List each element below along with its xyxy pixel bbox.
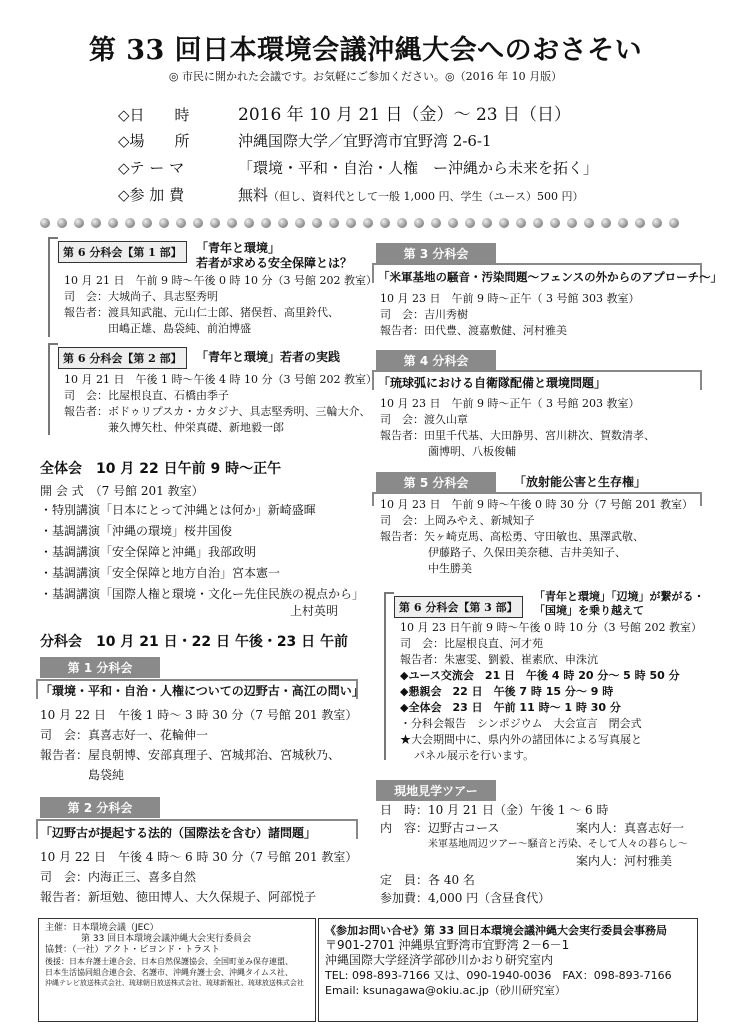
contact-phone[interactable]: TEL: 098-893-7166 又は、090-1940-0036 FAX：098-893-7166	[325, 969, 672, 982]
s1-reporters: 報告者：屋良朝博、安部真理子、宮城邦治、宮城秋乃、	[40, 748, 341, 762]
divider-dot	[295, 218, 305, 228]
s6b-reporters: 報告者：ボドゥリプスカ・カタジナ、具志堅秀明、三輪大介、	[64, 405, 371, 418]
divider-dot	[669, 218, 679, 228]
s4-reporters: 報告者：田里千代基、大田静男、宮川耕次、賀数清孝、	[380, 429, 655, 442]
info-theme	[118, 157, 598, 178]
committee: 第 33 回日本環境会議沖縄大会実行委員会	[81, 934, 252, 944]
venue-value: 沖縄国際大学／宜野湾市宜野湾 2-6-1	[238, 132, 492, 150]
contact-address: 〒901-2701 沖縄県宜野湾市宜野湾 2－6－1	[325, 938, 570, 952]
s5-time: 10 月 23 日 午前 9 時～午後 0 時 30 分（7 号館 201 教室）	[380, 498, 693, 511]
divider-dot	[125, 218, 135, 228]
divider-dot	[482, 218, 492, 228]
divider-dot	[414, 218, 424, 228]
s5-bar: 第 5 分科会	[376, 472, 496, 493]
plenary-item: ・基調講演「国際人権と環境・文化ー先住民族の視点から」	[40, 587, 365, 601]
s1-topic: 「環境・平和・自治・人権についての辺野古・高江の問い」	[40, 684, 364, 698]
s6c-reporters: 報告者：朱憲雯、劉毅、崔素欣、申洙沆	[400, 653, 598, 666]
bracket	[48, 237, 58, 337]
supporters-cont2: 沖縄テレビ放送株式会社、琉球朝日放送株式会社、琉球新報社、琉球放送株式会社	[45, 979, 304, 987]
plenary-heading: 全体会 10 月 22 日午前 9 時～正午	[40, 461, 282, 477]
s2-chair: 司 会：内海正三、喜多自然	[40, 870, 197, 884]
date-label: ◇日 時	[118, 106, 190, 124]
fee-note: （但し、資料代として一般 1,000 円、学生（ユース）500 円）	[268, 190, 584, 203]
plenary-item: ・特別講演「日本にとって沖縄とは何か」新崎盛暉	[40, 503, 316, 517]
contact-email[interactable]: Email: ksunagawa@okiu.ac.jp（砂川研究室）	[325, 984, 566, 997]
s6a-label: 第 6 分科会【第 1 部】	[58, 241, 187, 263]
s6c-chair: 司 会：比屋根良直、河才苑	[400, 637, 543, 650]
s2-time: 10 月 22 日 午後 4 時～ 6 時 30 分（7 号館 201 教室）	[40, 850, 358, 864]
divider-dot	[74, 218, 84, 228]
exhibition-note: ★大会期間中に、県内外の諸団体による写真展と	[400, 733, 642, 746]
divider-dot	[108, 218, 118, 228]
plenary-item: ・基調講演「安全保障と地方自治」宮本憲一	[40, 566, 281, 580]
theme-label: ◇テ ー マ	[118, 159, 185, 177]
s6a-reporters-cont: 田嶋正雄、島袋純、前泊博盛	[108, 322, 251, 335]
tour-route: 米軍基地周辺ツアー～騒音と汚染、そして人々の暮らし～	[428, 839, 688, 850]
s1-chair: 司 会：真喜志好一、花輪伸一	[40, 728, 209, 742]
s4-topic: 「琉球弧における自衛隊配備と環境問題」	[378, 376, 607, 390]
theme-value: 「環境・平和・自治・人権 ー沖縄から未来を拓く」	[238, 159, 599, 177]
organizer-box	[38, 918, 316, 1022]
bracket	[384, 592, 394, 760]
supporters: 後援：日本弁護士連合会、日本自然保護協会、全国町並み保存連盟、	[45, 957, 293, 966]
tour-bar: 現地見学ツアー	[376, 780, 496, 801]
divider-dot	[159, 218, 169, 228]
fee-value: 無料	[238, 186, 269, 204]
divider-dot	[431, 218, 441, 228]
supporters-cont: 日本生活協同組合連合会、名護市、沖縄弁護士会、沖縄タイムス社、	[45, 968, 293, 977]
s6c-label: 第 6 分科会【第 3 部】	[394, 596, 523, 618]
s4-chair: 司 会：渡久山章	[380, 413, 468, 426]
social-party: ◆懇親会 22 日 午後 7 時 15 分～ 9 時	[400, 685, 614, 698]
s3-topic: 「米軍基地の騒音・汚染問題～フェンスの外からのアプローチ～」	[378, 270, 723, 284]
s2-topic: 「辺野古が提起する法的（国際法を含む）諸問題」	[40, 826, 317, 840]
divider-dot	[346, 218, 356, 228]
date-value: 2016 年 10 月 21 日（金）～ 23 日（日）	[238, 105, 571, 125]
divider-dot	[278, 218, 288, 228]
divider-dot	[210, 218, 220, 228]
divider-dot	[176, 218, 186, 228]
venue-label: ◇場 所	[118, 132, 190, 150]
tour-guide-2: 案内人：河村雅美	[576, 854, 673, 868]
contact-box	[318, 918, 698, 1022]
opening-ceremony: 開 会 式 （7 号館 201 教室）	[40, 484, 204, 498]
divider-dot	[533, 218, 543, 228]
plenary-item: ・基調講演「安全保障と沖縄」我部政明	[40, 545, 257, 559]
divider-dot	[618, 218, 628, 228]
subsessions-heading: 分科会 10 月 21 日・22 日 午後・23 日 午前	[40, 634, 349, 650]
final-plenary: ◆全体会 23 日 午前 11 時～ 1 時 30 分	[400, 701, 621, 714]
s6a-topic1: 「青年と環境」	[196, 241, 281, 255]
s6a-topic2: 若者が求める安全保障とは？	[196, 256, 353, 270]
divider-dot	[448, 218, 458, 228]
tour-capacity: 定 員：各 40 名	[380, 873, 475, 887]
youth-exchange: ◆ユース交流会 21 日 午後 4 時 20 分～ 5 時 50 分	[400, 669, 680, 682]
s3-time: 10 月 23 日 午前 9 時～正午（ 3 号館 303 教室）	[380, 292, 640, 305]
s3-reporters: 報告者：田代豊、渡嘉敷健、河村雅美	[380, 324, 567, 337]
cosponsor: 協賛：（一社）アクト・ビヨンド・トラスト	[45, 945, 220, 955]
s5-reporters: 報告者：矢ヶ崎克馬、高松勇、守田敏也、黒澤武敬、	[380, 530, 644, 543]
s1-time: 10 月 22 日 午後 1 時～ 3 時 30 分（7 号館 201 教室）	[40, 708, 358, 722]
s2-bar: 第 2 分科会	[40, 797, 160, 818]
s6b-time: 10 月 21 日 午後 1 時～午後 4 時 10 分（3 号館 202 教室）	[64, 373, 377, 386]
divider-dot	[380, 218, 390, 228]
tour-content: 内 容：辺野古コース	[380, 821, 500, 835]
s4-reporters-cont: 薗博明、八板俊輔	[428, 445, 516, 458]
organizer: 主催：日本環境会議（JEC）	[45, 923, 159, 933]
plenary-last-speaker: 上村英明	[290, 604, 339, 618]
s4-time: 10 月 23 日 午前 9 時～正午（ 3 号館 203 教室）	[380, 397, 640, 410]
divider-dot	[635, 218, 645, 228]
divider-dot	[567, 218, 577, 228]
divider-dot	[601, 218, 611, 228]
info-date	[118, 100, 571, 125]
info-fee	[118, 184, 583, 205]
s6a-time: 10 月 21 日 午前 9 時～午後 0 時 10 分（3 号館 202 教室）	[64, 274, 377, 287]
divider-dot	[193, 218, 203, 228]
contact-office: 沖縄国際大学経済学部砂川かおり研究室内	[325, 953, 554, 967]
s5-reporters-cont2: 中生勝美	[428, 562, 472, 575]
s1-reporters-cont: 島袋純	[88, 768, 125, 782]
divider-dot	[57, 218, 67, 228]
s6c-time: 10 月 23 日午前 9 時～午後 0 時 10 分（3 号館 202 教室）	[400, 621, 702, 634]
divider-dot	[363, 218, 373, 228]
divider-dot	[465, 218, 475, 228]
s6c-topic1: 「青年と環境」「辺境」が繋がる・	[534, 590, 705, 603]
tour-date: 日 時：10 月 21 日（金）午後 1 ～ 6 時	[380, 803, 609, 817]
divider-dot	[244, 218, 254, 228]
divider-dot	[550, 218, 560, 228]
s6a-reporters: 報告者：渡具知武龍、元山仁士郎、猪俣哲、高里鈴代、	[64, 306, 339, 319]
divider-dot	[91, 218, 101, 228]
s3-bar: 第 3 分科会	[376, 243, 496, 264]
s6c-topic2: 「国境」を乗り越えて	[534, 604, 644, 617]
divider-dot	[652, 218, 662, 228]
closing-program: ・分科会報告 シンポジウム 大会宣言 閉会式	[400, 717, 642, 730]
fee-label: ◇参 加 費	[118, 186, 185, 204]
s2-reporters: 報告者：新垣勉、徳田博人、大久保規子、阿部悦子	[40, 890, 317, 904]
info-venue	[118, 130, 492, 151]
bracket	[48, 343, 58, 435]
divider-dot	[584, 218, 594, 228]
tour-fee: 参加費：4,000 円（含昼食代）	[380, 891, 551, 905]
dot-divider	[40, 213, 700, 227]
s6b-reporters-cont: 兼久博矢杜、仲栄真礎、新地毅一郎	[108, 421, 284, 434]
exhibition-note-cont: パネル展示を行います。	[414, 749, 535, 762]
s5-reporters-cont: 伊藤路子、久保田美奈穂、吉井美知子、	[428, 546, 626, 559]
divider-dot	[499, 218, 509, 228]
divider-dot	[329, 218, 339, 228]
s5-chair: 司 会：上岡みやえ、新城知子	[380, 514, 535, 527]
divider-dot	[312, 218, 322, 228]
s3-chair: 司 会：吉川秀樹	[380, 308, 468, 321]
s4-bar: 第 4 分科会	[376, 350, 496, 371]
s5-topic: 「放射能公害と生存権」	[514, 475, 647, 489]
divider-dot	[227, 218, 237, 228]
divider-dot	[397, 218, 407, 228]
divider-dot	[261, 218, 271, 228]
tour-guide-1: 案内人：真喜志好一	[576, 821, 685, 835]
plenary-item: ・基調講演「沖縄の環境」桜井国俊	[40, 524, 233, 538]
page-title: 第 33 回日本環境会議沖縄大会へのおさそい	[88, 35, 643, 66]
s6a-chair: 司 会：大城尚子、具志堅秀明	[64, 290, 218, 303]
divider-dot	[516, 218, 526, 228]
s1-bar: 第 1 分科会	[40, 657, 160, 678]
s6b-topic: 「青年と環境」若者の実践	[196, 350, 341, 364]
divider-dot	[142, 218, 152, 228]
s6b-label: 第 6 分科会【第 2 部】	[58, 347, 187, 369]
s6b-chair: 司 会：比屋根良直、石橋由季子	[64, 389, 229, 402]
subtitle: ◎ 市民に開かれた会議です。お気軽にご参加ください。◎（2016 年 10 月版）	[168, 70, 563, 83]
divider-dot	[40, 218, 50, 228]
contact-heading: 《参加お問い合せ》第 33 回日本環境会議沖縄大会実行委員会事務局	[325, 924, 667, 937]
